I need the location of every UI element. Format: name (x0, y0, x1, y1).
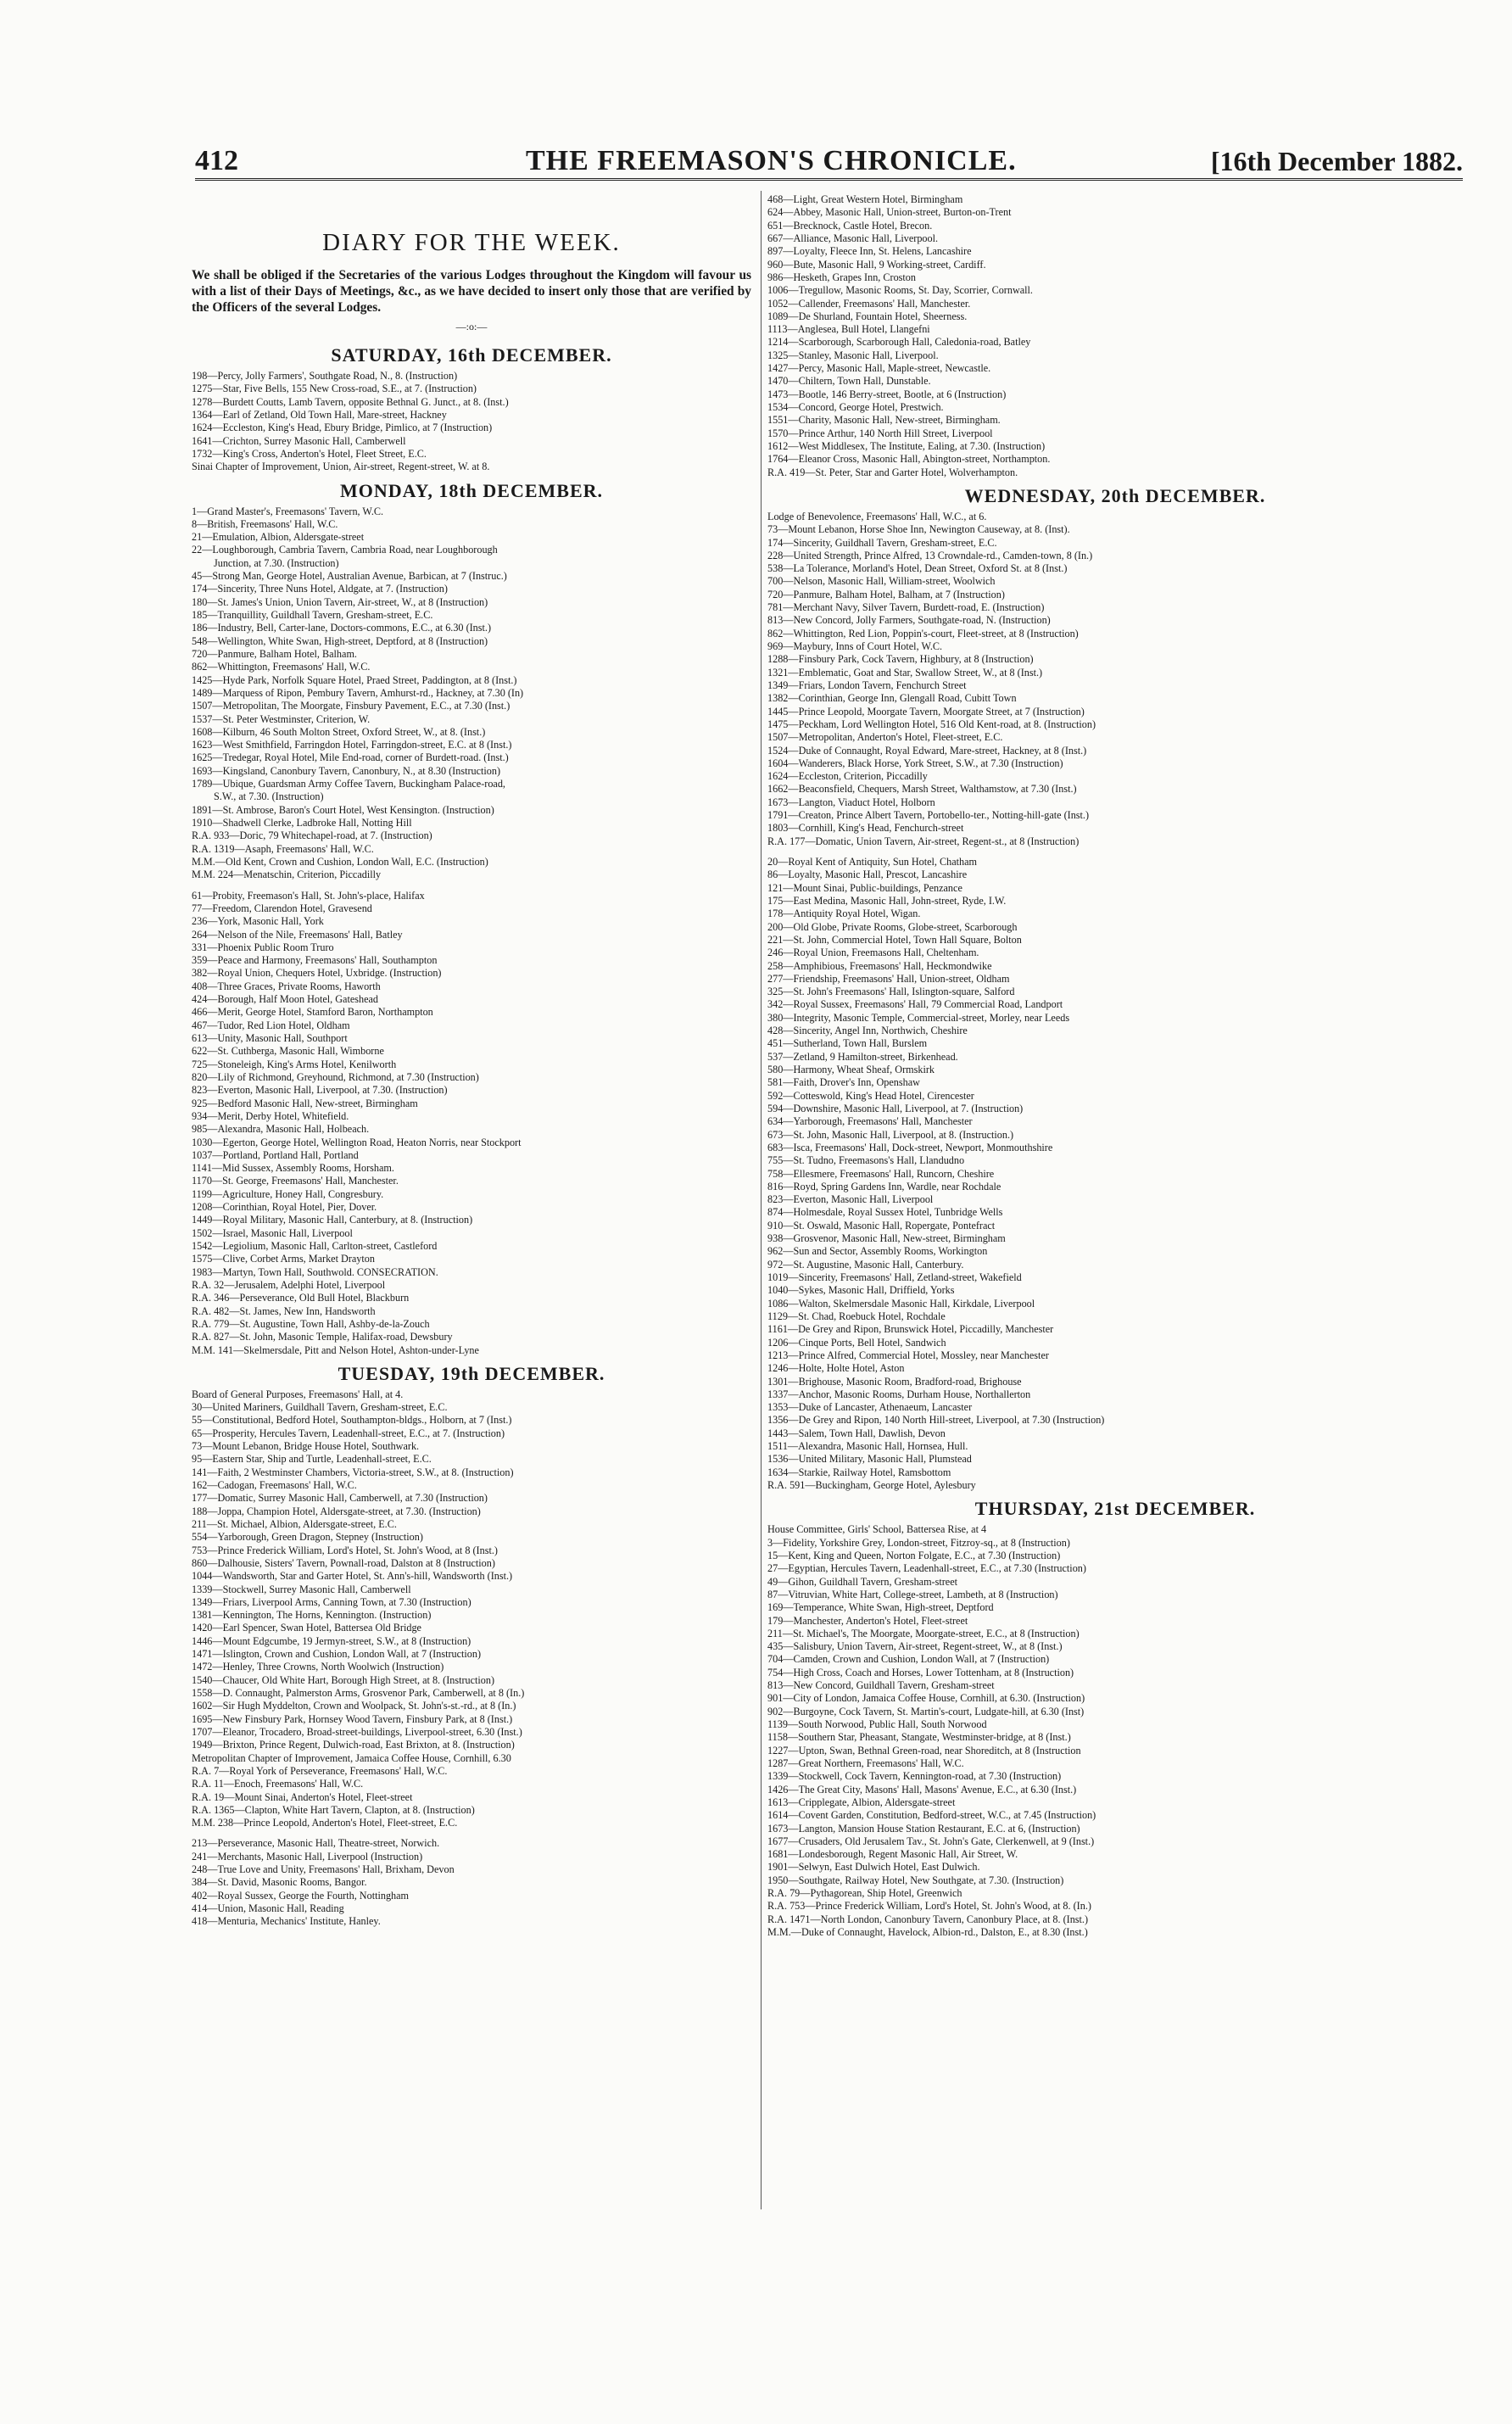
lodge-entry: 1789—Ubique, Guardsman Army Coffee Tavern, Buckingham Palace-road, (192, 778, 505, 790)
lodge-entry: 1206—Cinque Ports, Bell Hotel, Sandwich (767, 1336, 946, 1349)
lodge-entry: 548—Wellington, White Swan, High-street, Deptford, at 8 (Instruction) (192, 634, 488, 647)
lodge-entry: M.M. 238—Prince Leopold, Anderton's Hotel, Fleet-street, E.C. (192, 1817, 458, 1829)
lodge-entry: 77—Freedom, Clarendon Hotel, Gravesend (192, 902, 372, 914)
lodge-entry: 1425—Hyde Park, Norfolk Square Hotel, Praed Street, Paddington, at 8 (Inst.) (192, 673, 517, 686)
lodge-entry: 277—Friendship, Freemasons' Hall, Union-street, Oldham (767, 972, 1010, 985)
left-day-sections (192, 343, 751, 1929)
lodge-entry: 537—Zetland, 9 Hamilton-street, Birkenhead. (767, 1050, 958, 1063)
lodge-entry: 188—Joppa, Champion Hotel, Aldersgate-street, at 7.30. (Instruction) (192, 1505, 481, 1517)
column-divider (761, 191, 762, 2209)
lodge-entry: 1634—Starkie, Railway Hotel, Ramsbottom (767, 1466, 951, 1478)
lodge-entry: 934—Merit, Derby Hotel, Whitefield. (192, 1109, 349, 1122)
lodge-entry: 1540—Chaucer, Old White Hart, Borough High Street, at 8. (Instruction) (192, 1673, 495, 1686)
lodge-entry: 1158—Southern Star, Pheasant, Stangate, Westminster-bridge, at 8 (Inst.) (767, 1731, 1071, 1744)
lodge-entry: 331—Phoenix Public Room Truro (192, 941, 334, 953)
lodge-entry: 758—Ellesmere, Freemasons' Hall, Runcorn, Cheshire (767, 1167, 995, 1180)
lodge-entry: 86—Loyalty, Masonic Hall, Prescot, Lancashire (767, 869, 968, 881)
lodge-entry: 20—Royal Kent of Antiquity, Sun Hotel, Chatham (767, 856, 978, 868)
lodge-entry: 1321—Emblematic, Goat and Star, Swallow Street, W., at 8 (Inst.) (767, 666, 1043, 679)
lodge-entry: 177—Domatic, Surrey Masonic Hall, Camberwell, at 7.30 (Instruction) (192, 1492, 488, 1505)
lodge-entry: 1673—Langton, Mansion House Station Restaurant, E.C. at 6, (Instruction) (767, 1822, 1080, 1835)
lodge-entry: M.M. 141—Skelmersdale, Pitt and Nelson Hotel, Ashton-under-Lyne (192, 1343, 479, 1356)
lodge-entry: 1139—South Norwood, Public Hall, South Norwood (767, 1718, 987, 1730)
lodge-entry: 1199—Agriculture, Honey Hall, Congresbury. (192, 1187, 384, 1200)
lodge-entry: 972—St. Augustine, Masonic Hall, Canterbury. (767, 1258, 964, 1271)
lodge-entry: 264—Nelson of the Nile, Freemasons' Hall, Batley (192, 928, 403, 941)
lodge-entry: 382—Royal Union, Chequers Hotel, Uxbridge. (Instruction) (192, 967, 442, 980)
lodge-entry: 1803—Cornhill, King's Head, Fenchurch-street (767, 822, 964, 835)
lodge-entry: 1214—Scarborough, Scarborough Hall, Caledonia-road, Batley (767, 336, 1031, 349)
lodge-entry: 754—High Cross, Coach and Horses, Lower Tottenham, at 8 (Instruction) (767, 1666, 1074, 1678)
lodge-entry: 1623—West Smithfield, Farringdon Hotel, Farringdon-street, E.C. at 8 (Inst.) (192, 739, 512, 751)
lodge-entry: 1349—Friars, London Tavern, Fenchurch Street (767, 679, 967, 691)
lodge-entry: R.A. 419—St. Peter, Star and Garter Hotel, Wolverhampton. (767, 466, 1018, 478)
lodge-entry: R.A. 827—St. John, Masonic Temple, Halifax-road, Dewsbury (192, 1331, 453, 1343)
lodge-entry: 1949—Brixton, Prince Regent, Dulwich-road, East Brixton, at 8. (Instruction) (192, 1739, 515, 1751)
lodge-entry: 73—Mount Lebanon, Horse Shoe Inn, Newington Causeway, at 8. (Inst). (767, 523, 1070, 536)
lodge-entry: 1449—Royal Military, Masonic Hall, Canterbury, at 8. (Instruction) (192, 1214, 473, 1226)
lodge-entry: R.A. 177—Domatic, Union Tavern, Air-street, Regent-st., at 8 (Instruction) (767, 835, 1080, 847)
lodge-entry: 95—Eastern Star, Ship and Turtle, Leadenhall-street, E.C. (192, 1453, 432, 1466)
lodge-entry: 87—Vitruvian, White Hart, College-street, Lambeth, at 8 (Instruction) (767, 1588, 1058, 1600)
lodge-entry: 1604—Wanderers, Black Horse, York Street, S.W., at 7.30 (Instruction) (767, 757, 1063, 769)
lodge-entry: 414—Union, Masonic Hall, Reading (192, 1902, 344, 1914)
lodge-entry: R.A. 346—Perseverance, Old Bull Hotel, Blackburn (192, 1292, 410, 1304)
masthead-title: THE FREEMASON'S CHRONICLE. (526, 145, 1017, 176)
lodge-entry: 1524—Duke of Connaught, Royal Edward, Mare-street, Hackney, at 8 (Inst.) (767, 744, 1087, 757)
lodge-entry: 1086—Walton, Skelmersdale Masonic Hall, Kirkdale, Liverpool (767, 1297, 1035, 1310)
lodge-entry: 580—Harmony, Wheat Sheaf, Ormskirk (767, 1064, 935, 1075)
lodge-entry: 1536—United Military, Masonic Hall, Plumstead (767, 1453, 972, 1466)
lodge-entry: House Committee, Girls' School, Battersea Rise, at 4 (767, 1523, 987, 1536)
lodge-entry: 213—Perseverance, Masonic Hall, Theatre-street, Norwich. (192, 1837, 440, 1850)
lodge-entry: 1662—Beaconsfield, Chequers, Marsh Street, Walthamstow, at 7.30 (Inst.) (767, 783, 1077, 796)
lodge-entry: 820—Lily of Richmond, Greyhound, Richmond, at 7.30 (Instruction) (192, 1070, 479, 1083)
lodge-entry: R.A. 482—St. James, New Inn, Handsworth (192, 1304, 376, 1317)
lodge-entry: 1732—King's Cross, Anderton's Hotel, Fleet Street, E.C. (192, 447, 427, 460)
lodge-entry: 174—Sincerity, Guildhall Tavern, Gresham-street, E.C. (767, 536, 997, 549)
lodge-entry: 1006—Tregullow, Masonic Rooms, St. Day, Scorrier, Cornwall. (767, 284, 1033, 297)
lodge-entry: 1471—Islington, Crown and Cushion, London Wall, at 7 (Instruction) (192, 1648, 482, 1661)
lodge-entry: 1764—Eleanor Cross, Masonic Hall, Abington-street, Northampton. (767, 453, 1051, 466)
lodge-entry: 1275—Star, Five Bells, 155 New Cross-road, S.E., at 7. (Instruction) (192, 383, 477, 395)
lodge-entry: 49—Gihon, Guildhall Tavern, Gresham-street (767, 1575, 957, 1588)
lodge-entry: 402—Royal Sussex, George the Fourth, Nottingham (192, 1889, 410, 1902)
lodge-entry: 720—Panmure, Balham Hotel, Balham. (192, 647, 357, 660)
lodge-entry: 1170—St. George, Freemasons' Hall, Manchester. (192, 1175, 399, 1187)
list-gap (192, 1829, 751, 1837)
lodge-entry: 1339—Stockwell, Cock Tavern, Kennington-road, at 7.30 (Instruction) (767, 1770, 1062, 1783)
lodge-entry: 1551—Charity, Masonic Hall, New-street, Birmingham. (767, 414, 1001, 427)
lodge-entry: Lodge of Benevolence, Freemasons' Hall, W.C., at 6. (767, 510, 987, 522)
lodge-entry: 985—Alexandra, Masonic Hall, Holbeach. (192, 1123, 370, 1136)
lodge-entry: 359—Peace and Harmony, Freemasons' Hall, Southampton (192, 954, 438, 967)
lodge-entry: 1542—Legiolium, Masonic Hall, Carlton-street, Castleford (192, 1240, 438, 1252)
lodge-entry: R.A. 79—Pythagorean, Ship Hotel, Greenwich (767, 1887, 962, 1900)
lodge-entry: 1446—Mount Edgcumbe, 19 Jermyn-street, S.W., at 8 (Instruction) (192, 1634, 471, 1647)
lodge-entry: 781—Merchant Navy, Silver Tavern, Burdett-road, E. (Instruction) (767, 601, 1045, 614)
lodge-entry: 816—Royd, Spring Gardens Inn, Wardle, near Rochdale (767, 1180, 1001, 1192)
lodge-entry: 1353—Duke of Lancaster, Athenaeum, Lancaster (767, 1401, 973, 1414)
lodge-entry: 1019—Sincerity, Freemasons' Hall, Zetland-street, Wakefield (767, 1271, 1022, 1283)
lodge-entry: 823—Everton, Masonic Hall, Liverpool (767, 1193, 934, 1206)
lodge-entry: 1037—Portland, Portland Hall, Portland (192, 1148, 359, 1161)
left-column (192, 193, 751, 1929)
lodge-entry: 1602—Sir Hugh Myddelton, Crown and Woolpack, St. John's-st.-rd., at 8 (In.) (192, 1700, 516, 1712)
lodge-entry: 720—Panmure, Balham Hotel, Balham, at 7 (Instruction) (767, 588, 1005, 600)
lodge-entry: 613—Unity, Masonic Hall, Southport (192, 1032, 348, 1044)
lodge-entry: 1677—Crusaders, Old Jerusalem Tav., St. John's Gate, Clerkenwell, at 9 (Inst.) (767, 1835, 1095, 1847)
lodge-entry: 1891—St. Ambrose, Baron's Court Hotel, West Kensington. (Instruction) (192, 803, 494, 816)
lodge-entry: Board of General Purposes, Freemasons' Hall, at 4. (192, 1388, 404, 1400)
lodge-entry: 1910—Shadwell Clerke, Ladbroke Hall, Notting Hill (192, 817, 412, 829)
right-day-sections (767, 193, 1463, 1939)
lodge-entry: 1356—De Grey and Ripon, 140 North Hill-street, Liverpool, at 7.30 (Instruction) (767, 1414, 1105, 1427)
lodge-entry: 622—St. Cuthberga, Masonic Hall, Wimborne (192, 1045, 384, 1058)
lodge-entry: 8—British, Freemasons' Hall, W.C. (192, 517, 338, 530)
lodge-entry: 1537—St. Peter Westminster, Criterion, W. (192, 712, 371, 725)
lodge-entry: 141—Faith, 2 Westminster Chambers, Victoria-street, S.W., at 8. (Instruction) (192, 1466, 514, 1478)
lodge-entry: 1558—D. Connaught, Palmerston Arms, Grosvenor Park, Camberwell, at 8 (In.) (192, 1687, 525, 1699)
lodge-entry: 221—St. John, Commercial Hotel, Town Hall Square, Bolton (767, 933, 1022, 946)
lodge-entry: 3—Fidelity, Yorkshire Grey, London-street, Fitzroy-sq., at 8 (Instruction) (767, 1536, 1070, 1549)
lodge-entry: 1364—Earl of Zetland, Old Town Hall, Mare-street, Hackney (192, 408, 447, 421)
lodge-entry: 1443—Salem, Town Hall, Dawlish, Devon (767, 1427, 946, 1439)
lodge-entry: 1420—Earl Spencer, Swan Hotel, Battersea Old Bridge (192, 1622, 421, 1634)
lodge-entry: 467—Tudor, Red Lion Hotel, Oldham (192, 1019, 350, 1031)
lodge-entry: 962—Sun and Sector, Assembly Rooms, Workington (767, 1245, 988, 1258)
lodge-entry: 1337—Anchor, Masonic Rooms, Durham House, Northallerton (767, 1388, 1031, 1400)
lodge-entry: 594—Downshire, Masonic Hall, Liverpool, at 7. (Instruction) (767, 1102, 1024, 1114)
lodge-entry: 1287—Great Northern, Freemasons' Hall, W.C. (767, 1757, 964, 1769)
lodge-entry: 1—Grand Master's, Freemasons' Tavern, W.C. (192, 505, 384, 517)
lodge-entry: 1625—Tredegar, Royal Hotel, Mile End-road, corner of Burdett-road. (Inst.) (192, 751, 509, 764)
lodge-entry: 1693—Kingsland, Canonbury Tavern, Canonbury, N., at 8.30 (Instruction) (192, 764, 501, 777)
lodge-entry: 241—Merchants, Masonic Hall, Liverpool (Instruction) (192, 1850, 423, 1863)
lodge-entry: 27—Egyptian, Hercules Tavern, Leadenhall-street, E.C., at 7.30 (Instruction) (767, 1562, 1086, 1575)
lodge-entry: 428—Sincerity, Angel Inn, Northwich, Cheshire (767, 1025, 968, 1037)
lodge-entry: 186—Industry, Bell, Carter-lane, Doctors-commons, E.C., at 6.30 (Inst.) (192, 622, 492, 634)
lodge-entry: 325—St. John's Freemasons' Hall, Islington-square, Salford (767, 986, 1015, 998)
lodge-entry: 1161—De Grey and Ripon, Brunswick Hotel, Piccadilly, Manchester (767, 1323, 1054, 1336)
lodge-entry: 683—Isca, Freemasons' Hall, Dock-street, Newport, Monmouthshire (767, 1141, 1053, 1153)
lodge-entry: 1489—Marquess of Ripon, Pembury Tavern, Amhurst-rd., Hackney, at 7.30 (In) (192, 686, 524, 699)
lodge-entry: 1288—Finsbury Park, Cock Tavern, Highbury, at 8 (Instruction) (767, 653, 1034, 666)
lodge-entry: R.A. 779—St. Augustine, Town Hall, Ashby-de-la-Zouch (192, 1317, 430, 1330)
lodge-entry: 667—Alliance, Masonic Hall, Liverpool. (767, 232, 939, 244)
day-heading: MONDAY, 18th DECEMBER. (339, 479, 604, 501)
lodge-entry: 910—St. Oswald, Masonic Hall, Ropergate, Pontefract (767, 1219, 996, 1232)
day-heading: THURSDAY, 21st DECEMBER. (974, 1498, 1256, 1520)
lodge-entry: 342—Royal Sussex, Freemasons' Hall, 79 Commercial Road, Landport (767, 998, 1063, 1011)
lodge-entry: 634—Yarborough, Freemasons' Hall, Manchester (767, 1115, 973, 1128)
lodge-entry: 1707—Eleanor, Trocadero, Broad-street-buildings, Liverpool-street, 6.30 (Inst.) (192, 1725, 522, 1738)
lodge-entry: 1473—Bootle, 146 Berry-street, Bootle, at 6 (Instruction) (767, 388, 1007, 400)
lodge-entry: 211—St. Michael, Albion, Aldersgate-street, E.C. (192, 1517, 397, 1530)
lodge-entry: R.A. 753—Prince Frederick William, Lord's Hotel, St. John's Wood, at 8. (In.) (767, 1900, 1091, 1913)
lodge-entry: R.A. 591—Buckingham, George Hotel, Aylesbury (767, 1479, 976, 1491)
lodge-entry: 860—Dalhousie, Sisters' Tavern, Pownall-road, Dalston at 8 (Instruction) (192, 1556, 495, 1569)
lodge-entry: 21—Emulation, Albion, Aldersgate-street (192, 531, 365, 544)
lodge-entry: 1614—Covent Garden, Constitution, Bedford-street, W.C., at 7.45 (Instruction) (767, 1809, 1096, 1822)
lodge-entry: 1681—Londesborough, Regent Masonic Hall, Air Street, W. (767, 1848, 1018, 1861)
lodge-entry: 236—York, Masonic Hall, York (192, 915, 324, 928)
lodge-entry: 1208—Corinthian, Royal Hotel, Pier, Dover. (192, 1201, 377, 1214)
lodge-entry: 897—Loyalty, Fleece Inn, St. Helens, Lancashire (767, 245, 972, 258)
lodge-entry: 169—Temperance, White Swan, High-street, Deptford (767, 1601, 994, 1614)
lodge-entry: 1507—Metropolitan, The Moorgate, Finsbury Pavement, E.C., at 7.30 (Inst.) (192, 700, 511, 712)
lodge-entry: 1575—Clive, Corbet Arms, Market Drayton (192, 1253, 375, 1265)
lodge-entry: 1673—Langton, Viaduct Hotel, Holborn (767, 796, 935, 808)
lodge-entry: 925—Bedford Masonic Hall, New-street, Birmingham (192, 1097, 418, 1109)
lodge-entry: 1624—Eccleston, Criterion, Piccadilly (767, 770, 928, 783)
lodge-entry: 180—St. James's Union, Union Tavern, Air-street, W., at 8 (Instruction) (192, 595, 488, 608)
lodge-entry: 901—City of London, Jamaica Coffee House, Cornhill, at 6.30. (Instruction) (767, 1692, 1085, 1705)
lodge-entry: 700—Nelson, Masonic Hall, William-street, Woolwich (767, 575, 996, 588)
lodge-entry: 1246—Holte, Holte Hotel, Aston (767, 1362, 905, 1375)
lodge-entry: 1612—West Middlesex, The Institute, Ealing, at 7.30. (Instruction) (767, 439, 1046, 452)
lodge-entry: 960—Bute, Masonic Hall, 9 Working-street, Cardiff. (767, 258, 986, 271)
lodge-entry: 185—Tranquillity, Guildhall Tavern, Gresham-street, E.C. (192, 609, 433, 621)
lodge-entry: 200—Old Globe, Private Rooms, Globe-street, Scarborough (767, 920, 1018, 933)
lodge-entry: 1534—Concord, George Hotel, Prestwich. (767, 401, 944, 413)
lodge-entry: Metropolitan Chapter of Improvement, Jamaica Coffee House, Cornhill, 6.30 (192, 1751, 511, 1764)
lodge-entry: 1608—Kilburn, 46 South Molton Street, Oxford Street, W., at 8. (Inst.) (192, 725, 486, 738)
lodge-entry: 581—Faith, Drover's Inn, Openshaw (767, 1076, 920, 1089)
lodge-entry: R.A. 32—Jerusalem, Adelphi Hotel, Liverpool (192, 1278, 386, 1291)
lodge-entry: 162—Cadogan, Freemasons' Hall, W.C. (192, 1479, 357, 1491)
lodge-entry: 624—Abbey, Masonic Hall, Union-street, Burton-on-Trent (767, 206, 1012, 219)
lodge-entry: 1791—Creaton, Prince Albert Tavern, Portobello-ter., Notting-hill-gate (Inst.) (767, 809, 1090, 822)
lodge-entry: 65—Prosperity, Hercules Tavern, Leadenhall-street, E.C., at 7. (Instruction) (192, 1427, 505, 1439)
lodge-entry: 1052—Callender, Freemasons' Hall, Manchester. (767, 297, 971, 310)
lodge-entry: 862—Whittington, Freemasons' Hall, W.C. (192, 661, 371, 673)
lodge-entry: 1427—Percy, Masonic Hall, Maple-street, Newcastle. (767, 362, 991, 375)
page-number: 412 (195, 145, 238, 176)
lodge-entry: 823—Everton, Masonic Hall, Liverpool, at 7.30. (Instruction) (192, 1084, 448, 1097)
lodge-entry: 246—Royal Union, Freemasons Hall, Cheltenham. (767, 947, 979, 959)
diary-title: DIARY FOR THE WEEK. (322, 229, 621, 256)
lodge-entry: 986—Hesketh, Grapes Inn, Croston (767, 271, 916, 283)
lodge-entry: 178—Antiquity Royal Hotel, Wigan. (767, 908, 921, 920)
lodge-entry: 1349—Friars, Liverpool Arms, Canning Town, at 7.30 (Instruction) (192, 1595, 471, 1608)
lodge-entry: R.A. 11—Enoch, Freemasons' Hall, W.C. (192, 1778, 364, 1790)
lodge-entry: 673—St. John, Masonic Hall, Liverpool, at 8. (Instruction.) (767, 1128, 1014, 1141)
lodge-entry: 1089—De Shurland, Fountain Hotel, Sheerness. (767, 310, 968, 322)
lodge-entry: 592—Cotteswold, King's Head Hotel, Cirencester (767, 1089, 974, 1102)
lodge-entry: 651—Brecknock, Castle Hotel, Brecon. (767, 219, 933, 232)
lodge-entry: 1141—Mid Sussex, Assembly Rooms, Horsham. (192, 1162, 394, 1175)
lodge-entry: 1301—Brighouse, Masonic Room, Bradford-road, Brighouse (767, 1375, 1022, 1388)
lodge-entry: M.M.—Old Kent, Crown and Cushion, London Wall, E.C. (Instruction) (192, 855, 488, 868)
lodge-entry: 228—United Strength, Prince Alfred, 13 Crowndale-rd., Camden-town, 8 (In.) (767, 549, 1093, 561)
lodge-entry: 45—Strong Man, George Hotel, Australian Avenue, Barbican, at 7 (Instruc.) (192, 570, 507, 583)
lodge-entry: 1507—Metropolitan, Anderton's Hotel, Fleet-street, E.C. (767, 731, 1003, 744)
lodge-entry: 1502—Israel, Masonic Hall, Liverpool (192, 1226, 353, 1239)
lodge-entry: 1613—Cripplegate, Albion, Aldersgate-street (767, 1796, 956, 1808)
lodge-entry: 1983—Martyn, Town Hall, Southwold. CONSECRATION. (192, 1265, 438, 1278)
lodge-entry: 1278—Burdett Coutts, Lamb Tavern, opposite Bethnal G. Junct., at 8. (Inst.) (192, 395, 509, 408)
lodge-entry: Junction, at 7.30. (Instruction) (214, 556, 339, 569)
lodge-entry: 1695—New Finsbury Park, Hornsey Wood Tavern, Finsbury Park, at 8 (Inst.) (192, 1712, 513, 1725)
lodge-entry: 1901—Selwyn, East Dulwich Hotel, East Dulwich. (767, 1861, 980, 1874)
lodge-entry: 198—Percy, Jolly Farmers', Southgate Road, N., 8. (Instruction) (192, 370, 458, 382)
lodge-entry: 248—True Love and Unity, Freemasons' Hall, Brixham, Devon (192, 1863, 455, 1876)
lodge-entry: 1950—Southgate, Railway Hotel, New Southgate, at 7.30. (Instruction) (767, 1874, 1064, 1886)
lodge-entry: 1325—Stanley, Masonic Hall, Liverpool. (767, 349, 939, 361)
lodge-entry: R.A. 7—Royal York of Perseverance, Freemasons' Hall, W.C. (192, 1764, 448, 1777)
lodge-entry: 1030—Egerton, George Hotel, Wellington Road, Heaton Norris, near Stockport (192, 1136, 522, 1148)
lodge-entry: 179—Manchester, Anderton's Hotel, Fleet-street (767, 1614, 968, 1627)
lodge-entry: R.A. 933—Doric, 79 Whitechapel-road, at 7. (Instruction) (192, 829, 432, 842)
lodge-entry: 435—Salisbury, Union Tavern, Air-street, Regent-street, W., at 8 (Inst.) (767, 1640, 1063, 1653)
lodge-entry: 1381—Kennington, The Horns, Kennington. (Instruction) (192, 1609, 432, 1622)
lodge-entry: M.M. 224—Menatschin, Criterion, Piccadilly (192, 869, 382, 881)
intro-separator: —:o:— (455, 321, 488, 332)
lodge-entry: 418—Menturia, Mechanics' Institute, Hanley. (192, 1915, 381, 1928)
lodge-entry: 55—Constitutional, Bedford Hotel, Southampton-bldgs., Holborn, at 7 (Inst.) (192, 1414, 512, 1427)
page-header (195, 144, 1463, 181)
lodge-entry: M.M.—Duke of Connaught, Havelock, Albion-rd., Dalston, E., at 8.30 (Inst.) (767, 1926, 1088, 1938)
lodge-entry: 1213—Prince Alfred, Commercial Hotel, Mossley, near Manchester (767, 1349, 1049, 1361)
lodge-entry: 902—Burgoyne, Cock Tavern, St. Martin's-court, Ludgate-hill, at 6.30 (Inst) (767, 1705, 1085, 1717)
lodge-entry: 1472—Henley, Three Crowns, North Woolwich (Instruction) (192, 1661, 444, 1673)
lodge-entry: 22—Loughborough, Cambria Tavern, Cambria Road, near Loughborough (192, 544, 498, 556)
list-gap (192, 882, 751, 890)
day-heading: SATURDAY, 16th DECEMBER. (331, 344, 612, 366)
lodge-entry: 969—Maybury, Inns of Court Hotel, W.C. (767, 640, 943, 652)
lodge-entry: 408—Three Graces, Private Rooms, Haworth (192, 980, 381, 992)
lodge-entry: 874—Holmesdale, Royal Sussex Hotel, Tunbridge Wells (767, 1206, 1003, 1219)
lodge-entry: 813—New Concord, Guildhall Tavern, Gresham-street (767, 1679, 995, 1692)
issue-date: [16th December 1882. (1210, 146, 1463, 176)
lodge-entry: 1624—Eccleston, King's Head, Ebury Bridge, Pimlico, at 7 (Instruction) (192, 422, 493, 434)
lodge-entry: 1470—Chiltern, Town Hall, Dunstable. (767, 375, 931, 388)
intro-paragraph: We shall be obliged if the Secretaries of the various Lodges throughout the Kingdom will favour us with a list of their Days of Meetings, &c., as we have decided to insert only those that are verified by the Officers of the several Lodges. (192, 268, 751, 315)
lodge-entry: 211—St. Michael's, The Moorgate, Moorgate-street, E.C., at 8 (Instruction) (767, 1627, 1080, 1639)
lodge-entry: 1382—Corinthian, George Inn, Glengall Road, Cubitt Town (767, 692, 1017, 705)
lodge-entry: 1113—Anglesea, Bull Hotel, Llangefni (767, 323, 930, 336)
lodge-entry: 73—Mount Lebanon, Bridge House Hotel, Southwark. (192, 1440, 420, 1453)
lodge-entry: 380—Integrity, Masonic Temple, Commercial-street, Morley, near Leeds (767, 1011, 1070, 1024)
day-heading: WEDNESDAY, 20th DECEMBER. (964, 484, 1266, 506)
lodge-entry: 15—Kent, King and Queen, Norton Folgate, E.C., at 7.30 (Instruction) (767, 1549, 1061, 1561)
lodge-entry: 753—Prince Frederick William, Lord's Hotel, St. John's Wood, at 8 (Inst.) (192, 1544, 498, 1556)
lodge-entry: R.A. 1365—Clapton, White Hart Tavern, Clapton, at 8. (Instruction) (192, 1803, 475, 1816)
lodge-entry: 61—Probity, Freemason's Hall, St. John's-place, Halifax (192, 889, 425, 902)
lodge-entry: S.W., at 7.30. (Instruction) (214, 790, 324, 803)
list-gap (767, 848, 1463, 856)
lodge-entry: 862—Whittington, Red Lion, Poppin's-court, Fleet-street, at 8 (Instruction) (767, 627, 1079, 640)
lodge-entry: 1445—Prince Leopold, Moorgate Tavern, Moorgate Street, at 7 (Instruction) (767, 705, 1085, 718)
lodge-entry: 466—Merit, George Hotel, Stamford Baron, Northampton (192, 1006, 433, 1019)
lodge-entry: 1570—Prince Arthur, 140 North Hill Street, Liverpool (767, 427, 993, 439)
lodge-entry: R.A. 1319—Asaph, Freemasons' Hall, W.C. (192, 842, 374, 855)
lodge-entry: 258—Amphibious, Freemasons' Hall, Heckmondwike (767, 959, 992, 972)
lodge-entry: 538—La Tolerance, Morland's Hotel, Dean Street, Oxford St. at 8 (Inst.) (767, 562, 1068, 575)
lodge-entry: 1641—Crichton, Surrey Masonic Hall, Camberwell (192, 434, 406, 447)
lodge-entry: 1040—Sykes, Masonic Hall, Driffield, Yorks (767, 1284, 955, 1297)
lodge-entry: 1339—Stockwell, Surrey Masonic Hall, Camberwell (192, 1583, 411, 1595)
lodge-entry: 1129—St. Chad, Roebuck Hotel, Rochdale (767, 1310, 946, 1322)
lodge-entry: 755—St. Tudno, Freemasons's Hall, Llandudno (767, 1154, 965, 1167)
lodge-entry: 121—Mount Sinai, Public-buildings, Penzance (767, 881, 962, 894)
lodge-entry: 1044—Wandsworth, Star and Garter Hotel, St. Ann's-hill, Wandsworth (Inst.) (192, 1570, 513, 1583)
lodge-entry: 554—Yarborough, Green Dragon, Stepney (Instruction) (192, 1531, 423, 1544)
lodge-entry: 451—Sutherland, Town Hall, Burslem (767, 1037, 928, 1050)
lodge-entry: 30—United Mariners, Guildhall Tavern, Gresham-street, E.C. (192, 1401, 448, 1414)
lodge-entry: R.A. 1471—North London, Canonbury Tavern, Canonbury Place, at 8. (Inst.) (767, 1913, 1089, 1925)
lodge-entry: 384—St. David, Masonic Rooms, Bangor. (192, 1876, 367, 1889)
lodge-entry: Sinai Chapter of Improvement, Union, Air-street, Regent-street, W. at 8. (192, 461, 490, 473)
lodge-entry: 174—Sincerity, Three Nuns Hotel, Aldgate, at 7. (Instruction) (192, 583, 448, 595)
lodge-entry: 813—New Concord, Jolly Farmers, Southgate-road, N. (Instruction) (767, 614, 1051, 627)
lodge-entry: 1475—Peckham, Lord Wellington Hotel, 516 Old Kent-road, at 8. (Instruction) (767, 718, 1096, 730)
lodge-entry: 938—Grosvenor, Masonic Hall, New-street, Birmingham (767, 1232, 1006, 1245)
lodge-entry: 1426—The Great City, Masons' Hall, Masons' Avenue, E.C., at 6.30 (Inst.) (767, 1783, 1077, 1796)
lodge-entry: R.A. 19—Mount Sinai, Anderton's Hotel, Fleet-street (192, 1790, 413, 1803)
lodge-entry: 1227—Upton, Swan, Bethnal Green-road, near Shoreditch, at 8 (Instruction (767, 1744, 1081, 1757)
day-heading: TUESDAY, 19th DECEMBER. (338, 1362, 605, 1384)
lodge-entry: 1511—Alexandra, Masonic Hall, Hornsea, Hull. (767, 1440, 968, 1453)
lodge-entry: 468—Light, Great Western Hotel, Birmingham (767, 193, 963, 205)
lodge-entry: 704—Camden, Crown and Cushion, London Wall, at 7 (Instruction) (767, 1653, 1050, 1666)
lodge-entry: 175—East Medina, Masonic Hall, John-street, Ryde, I.W. (767, 894, 1007, 907)
right-column (767, 193, 1463, 1939)
lodge-entry: 424—Borough, Half Moon Hotel, Gateshead (192, 993, 379, 1006)
lodge-entry: 725—Stoneleigh, King's Arms Hotel, Kenilworth (192, 1058, 397, 1070)
